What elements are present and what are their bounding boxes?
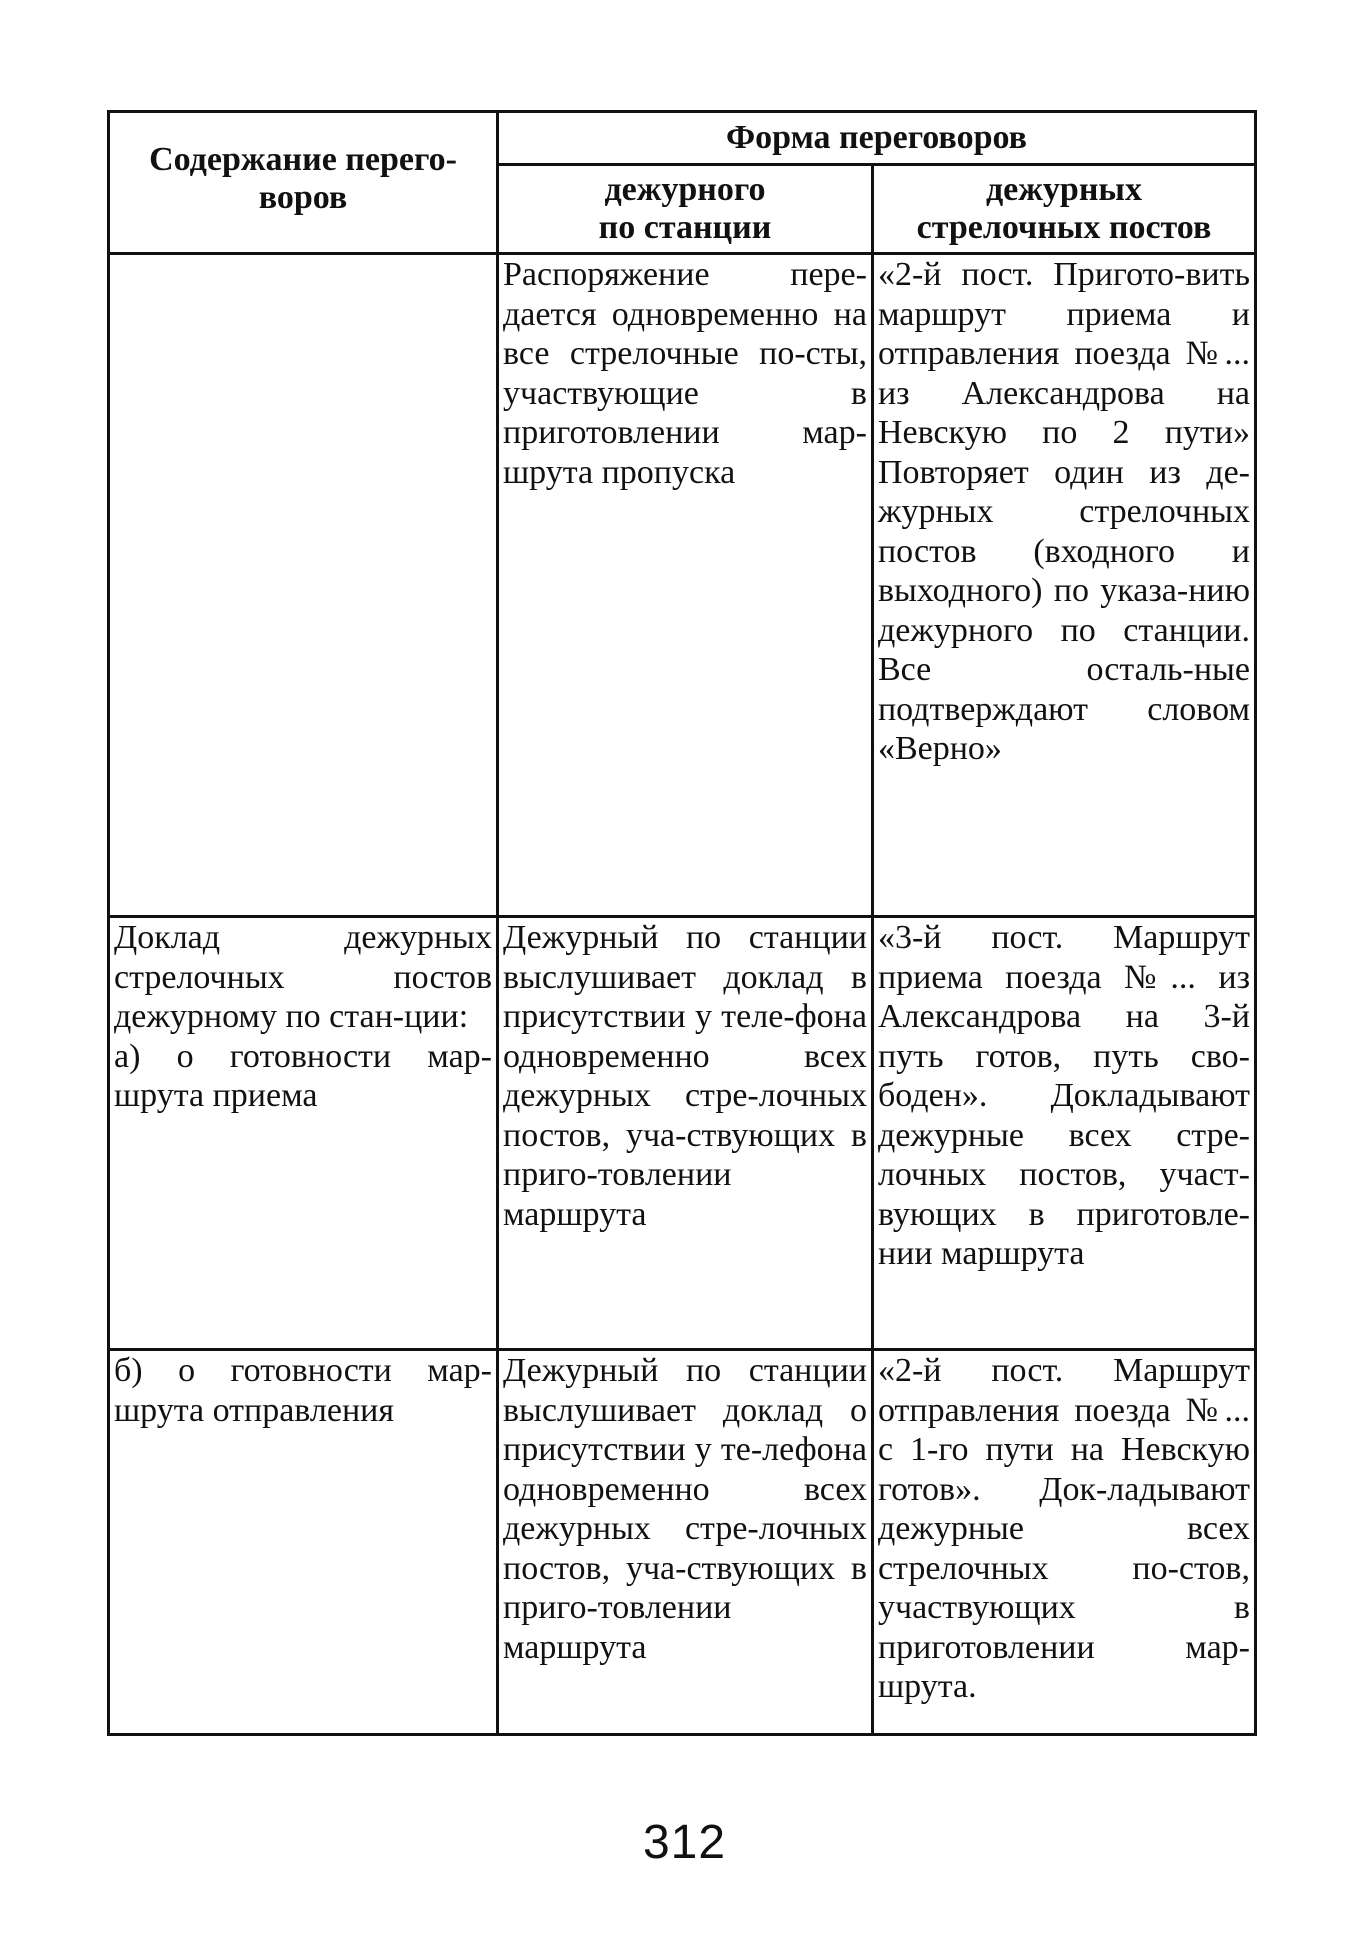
content-cell (109, 254, 498, 917)
station-duty-cell (498, 254, 873, 917)
page-number: 312 (642, 1816, 727, 1869)
switch-posts-header: дежурных стрелочных постов (872, 165, 1255, 254)
switch-posts-text: «2-й пост. Маршрут отправления поезда №... с 1-го пути на Невскую готов». Док-ладывают дежурные всех стрелочных по-стов, участвующих в приготовлении мар-шрута. (877, 1352, 1250, 1705)
content-column-header: Содержание перего- воров (109, 112, 498, 254)
content-text: б) о готовности мар-шрута отправления (114, 1352, 492, 1429)
station-duty-cell (498, 1350, 873, 1735)
station-duty-cell (498, 917, 873, 1350)
station-duty-header: дежурного по станции (498, 165, 873, 254)
station-duty-text: Дежурный по станции выслушивает доклад о присутствии у те-лефона одновременно всех дежурных стре-лочных постов, уча-ствующих в приго-товлении маршрута (503, 1352, 867, 1666)
form-column-header: Форма переговоров (498, 112, 1256, 165)
table-row (109, 254, 1256, 917)
station-duty-text: Дежурный по станции выслушивает доклад в присутствии у теле-фона одновременно всех дежурных стре-лочных постов, уча-ствующих в приго-товлении маршрута (503, 919, 867, 1233)
switch-posts-cell (872, 254, 1255, 917)
station-duty-text: Распоряжение пере-дается одновременно на все стрелочные по-сты, участвующие в приготовлении мар-шрута пропуска (503, 256, 867, 491)
content-cell (109, 1350, 498, 1735)
table-header-row (109, 112, 1256, 165)
switch-posts-cell (872, 1350, 1255, 1735)
switch-posts-text: «3-й пост. Маршрут приема поезда №... из Александрова на 3-й путь готов, путь сво-боден». Докладывают дежурные всех стре-лочных постов, участ-вующих в приготовле-нии маршрута (877, 919, 1250, 1272)
negotiations-table (107, 110, 1257, 1736)
table-row (109, 917, 1256, 1350)
content-cell (109, 917, 498, 1350)
switch-posts-text: «2-й пост. Пригото-вить маршрут приема и отправления поезда №... из Александрова на Невскую по 2 пути» Повторяет один из де-журных стрелочных постов (входного и выходного) по указа-нию дежурного по станции. Все осталь-ные подтверждают словом «Верно» (877, 256, 1250, 767)
table-row (109, 1350, 1256, 1735)
switch-posts-cell (872, 917, 1255, 1350)
content-text: Доклад дежурных стрелочных постов дежурному по стан-ции: а) о готовности мар-шрута приема (114, 919, 492, 1114)
